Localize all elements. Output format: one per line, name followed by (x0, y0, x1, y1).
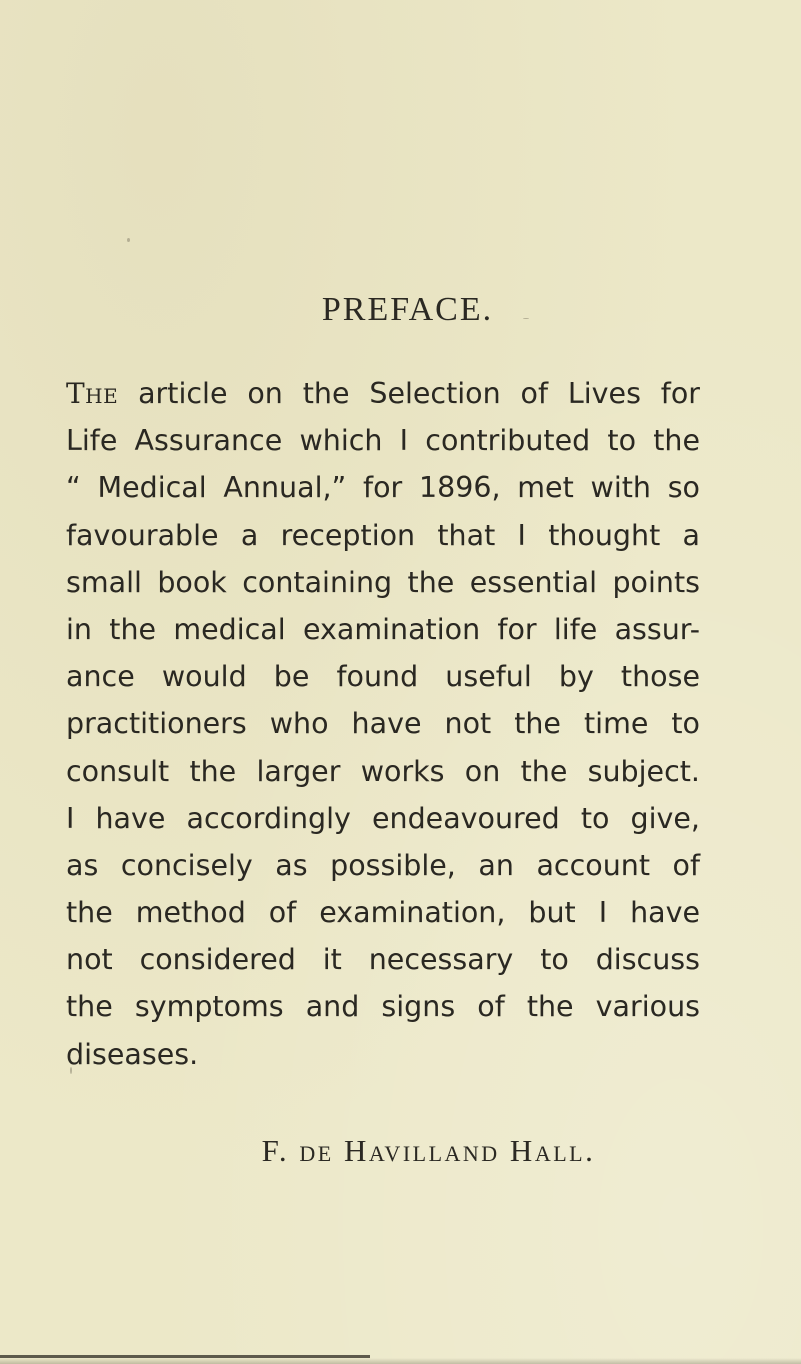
paragraph-line: consult the larger works on the subject. (66, 754, 700, 788)
paragraph-line: favourable a reception that I thought a (66, 518, 700, 552)
page-bottom-edge (0, 1358, 801, 1364)
paragraph-line: not considered it necessary to discuss (66, 943, 700, 977)
paragraph-line: the method of examination, but I have (66, 896, 700, 930)
paragraph-line: the symptoms and signs of the various (66, 990, 700, 1024)
lead-word: The (66, 377, 119, 410)
paragraph-line: I have accordingly endeavoured to give, (66, 801, 700, 835)
paragraph-line: as concisely as possible, an account of (66, 848, 700, 882)
author-signature: F. de Havilland Hall. (261, 1133, 596, 1168)
paragraph-line: “ Medical Annual,” for 1896, met with so (66, 471, 700, 505)
paper-speck (127, 238, 130, 242)
paragraph-line: ance would be found useful by those (66, 660, 700, 694)
paragraph-line: in the medical examination for life assur- (66, 612, 700, 646)
preface-paragraph (66, 370, 700, 1078)
paragraph-line: small book containing the essential points (66, 565, 700, 599)
paragraph-line: Life Assurance which I contributed to the (66, 424, 700, 458)
paragraph-line: practitioners who have not the time to (66, 707, 700, 741)
page-title: PREFACE. (321, 291, 494, 328)
paragraph-line (66, 370, 700, 417)
paragraph-line-text: article on the Selection of Lives for (118, 377, 700, 410)
paragraph-line: diseases. (66, 1037, 199, 1071)
